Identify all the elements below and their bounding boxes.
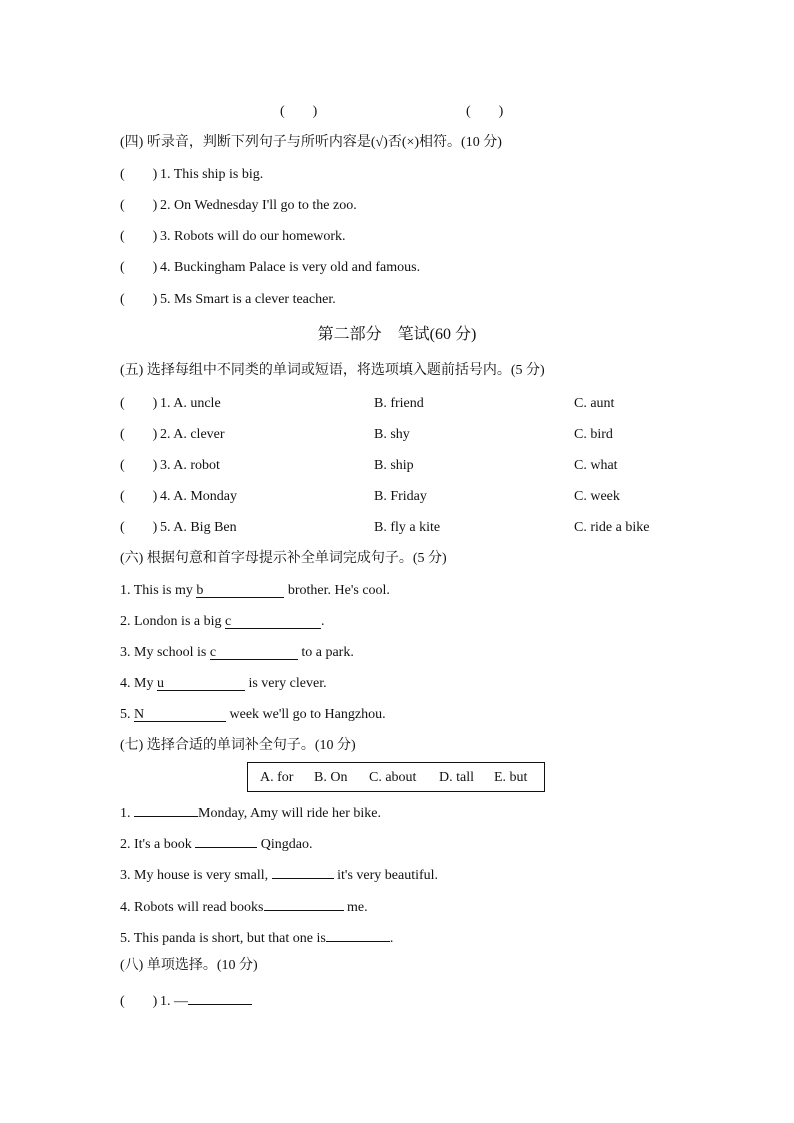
question-text: is very clever. <box>244 676 327 691</box>
answer-blank[interactable] <box>326 926 390 942</box>
question-text: 4. Robots will read books <box>120 900 264 915</box>
option-b: B. shy <box>374 427 410 442</box>
answer-paren[interactable]: ( ) <box>120 489 158 504</box>
first-letter-hint: b <box>196 583 204 598</box>
answer-paren[interactable]: ( ) <box>120 520 158 535</box>
answer-paren[interactable]: ( ) <box>120 198 158 213</box>
option-a: 2. A. clever <box>160 427 225 442</box>
question-text: 5. This panda is short, but that one is <box>120 931 326 946</box>
section-heading: (五) 选择每组中不同类的单词或短语，将选项填入题前括号内。(5 分) <box>120 363 545 378</box>
option-b: B. ship <box>374 458 414 473</box>
answer-blank[interactable] <box>188 989 252 1005</box>
option-a: 1. A. uncle <box>160 396 221 411</box>
answer-blank[interactable] <box>157 675 245 691</box>
question-text: 4. My <box>120 676 157 691</box>
answer-paren[interactable]: ( ) <box>120 292 158 307</box>
question-row <box>120 895 368 917</box>
question-row <box>120 675 327 693</box>
question-text: me. <box>343 900 368 915</box>
question-row <box>120 613 325 631</box>
question-text: 2. London is a big <box>120 614 225 629</box>
answer-blank[interactable] <box>210 644 298 660</box>
answer-blank[interactable] <box>195 832 257 848</box>
section-heading: (七) 选择合适的单词补全句子。(10 分) <box>120 738 356 753</box>
question-row <box>120 706 386 724</box>
answer-paren[interactable]: ( ) <box>280 104 318 119</box>
option-c: C. what <box>574 458 618 473</box>
word-option: C. about <box>369 770 417 785</box>
question-row <box>120 801 381 823</box>
answer-paren[interactable]: ( ) <box>120 994 158 1009</box>
first-letter-hint: N <box>134 707 145 722</box>
question-text: 3. My house is very small, <box>120 868 272 883</box>
answer-blank[interactable] <box>225 613 321 629</box>
question-row <box>120 259 420 277</box>
answer-paren[interactable]: ( ) <box>120 427 158 442</box>
first-letter-hint: c <box>209 645 217 660</box>
word-option: A. for <box>260 770 294 785</box>
question-text: to a park. <box>297 645 354 660</box>
question-text: it's very beautiful. <box>333 868 439 883</box>
answer-paren[interactable]: ( ) <box>120 458 158 473</box>
answer-paren[interactable]: ( ) <box>120 167 158 182</box>
question-row <box>120 863 438 885</box>
answer-blank[interactable] <box>134 706 226 722</box>
question-row <box>120 228 346 246</box>
question-text: . <box>321 614 325 629</box>
question-row <box>120 582 390 600</box>
question-text: Monday, Amy will ride her bike. <box>198 806 382 821</box>
question-row <box>120 166 263 184</box>
question-text: 3. Robots will do our homework. <box>160 229 346 244</box>
word-bank-box <box>247 762 545 792</box>
question-row <box>120 457 220 475</box>
question-row <box>120 426 225 444</box>
question-text: 2. On Wednesday I'll go to the zoo. <box>160 198 357 213</box>
answer-blank[interactable] <box>134 801 198 817</box>
part-title: 第二部分 笔试(60 分) <box>317 326 477 343</box>
word-option: D. tall <box>439 770 474 785</box>
question-text: . <box>389 931 394 946</box>
section-heading: (八) 单项选择。(10 分) <box>120 958 258 973</box>
option-b: B. Friday <box>374 489 427 504</box>
option-b: B. fly a kite <box>374 520 441 535</box>
section-heading: (四) 听录音，判断下列句子与所听内容是(√)否(×)相符。(10 分) <box>120 135 502 150</box>
option-c: C. aunt <box>574 396 615 411</box>
option-b: B. friend <box>374 396 424 411</box>
question-text: Qingdao. <box>257 837 313 852</box>
question-text: 1. This ship is big. <box>160 167 264 182</box>
answer-blank[interactable] <box>196 582 284 598</box>
option-a: 4. A. Monday <box>160 489 237 504</box>
question-text: 5. <box>120 707 134 722</box>
question-text: 4. Buckingham Palace is very old and famous. <box>160 260 421 275</box>
answer-blank[interactable] <box>264 895 344 911</box>
question-row <box>120 291 336 309</box>
section-heading: (六) 根据句意和首字母提示补全单词完成句子。(5 分) <box>120 551 447 566</box>
answer-paren[interactable]: ( ) <box>120 229 158 244</box>
answer-blank[interactable] <box>272 863 334 879</box>
question-text: 1. — <box>160 994 188 1009</box>
question-row <box>120 926 393 948</box>
question-row <box>120 832 312 854</box>
question-text: 3. My school is <box>120 645 210 660</box>
option-a: 3. A. robot <box>160 458 220 473</box>
answer-paren[interactable]: ( ) <box>120 260 158 275</box>
first-letter-hint: u <box>156 676 164 691</box>
question-text: 2. It's a book <box>120 837 196 852</box>
option-c: C. ride a bike <box>574 520 650 535</box>
option-c: C. bird <box>574 427 613 442</box>
question-text: 5. Ms Smart is a clever teacher. <box>160 292 336 307</box>
question-row <box>120 989 252 1011</box>
question-text: 1. <box>120 806 134 821</box>
question-row <box>120 644 354 662</box>
word-option: B. On <box>314 770 348 785</box>
word-option: E. but <box>494 770 528 785</box>
answer-paren[interactable]: ( ) <box>466 104 504 119</box>
question-row <box>120 197 357 215</box>
first-letter-hint: c <box>225 614 232 629</box>
question-row <box>120 488 237 506</box>
answer-paren[interactable]: ( ) <box>120 396 158 411</box>
question-row <box>120 519 237 537</box>
question-text: week we'll go to Hangzhou. <box>226 707 386 722</box>
question-text: 1. This is my <box>120 583 197 598</box>
option-a: 5. A. Big Ben <box>160 520 237 535</box>
option-c: C. week <box>574 489 620 504</box>
question-text: brother. He's cool. <box>284 583 390 598</box>
question-row <box>120 395 221 413</box>
